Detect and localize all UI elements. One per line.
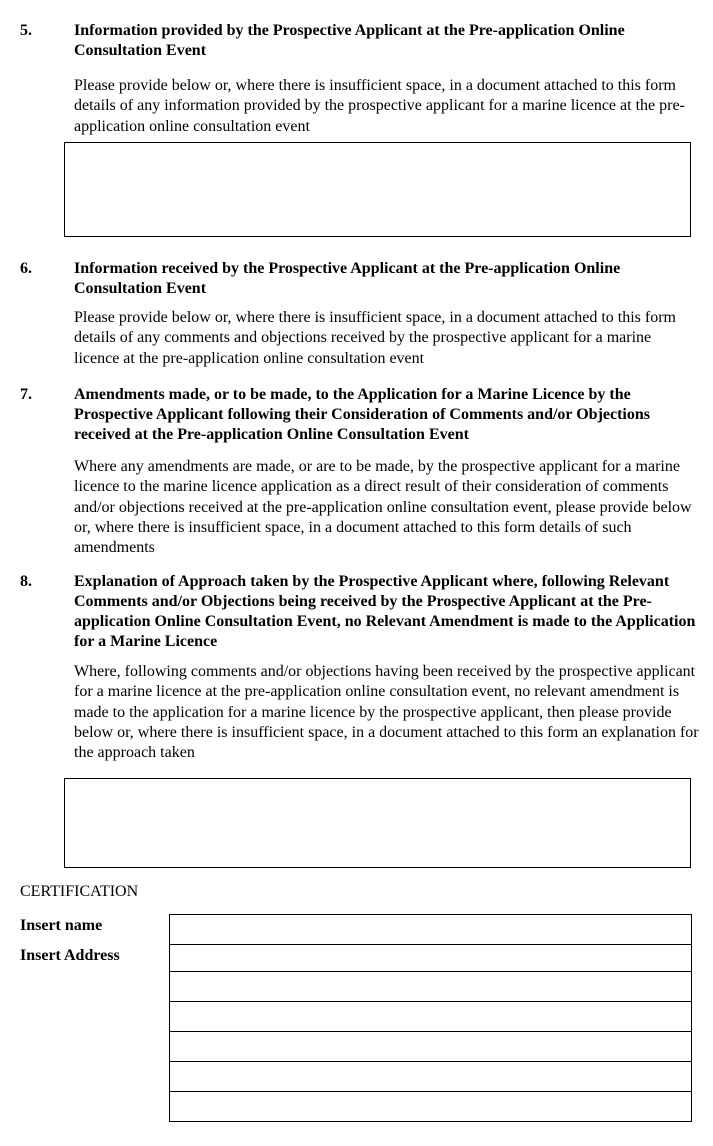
address-field-line-4[interactable] — [169, 1031, 692, 1062]
section-instructions: Where any amendments are made, or are to be made, by the prospective applicant for a marine licence to the marine licence application as a direct result of their consideration of comments and/or objections received at the pre-application online consultation event, please provide below or, where there is insufficient space, in a document attached to this form details of such amendments — [74, 458, 692, 557]
certification-title: CERTIFICATION — [20, 883, 139, 900]
section-instructions: Please provide below or, where there is insufficient space, in a document attached to this form details of any comments and objections received by the prospective applicant for a marine licence at the pre-application online consultation event — [74, 309, 676, 367]
section-number: 5. — [20, 22, 32, 39]
section-heading: Information received by the Prospective Applicant at the Pre-application Online Consultation Event — [74, 260, 621, 297]
address-field-line-5[interactable] — [169, 1061, 692, 1092]
section-number: 7. — [20, 386, 32, 403]
address-field-line-6[interactable] — [169, 1091, 692, 1122]
section-heading: Information provided by the Prospective Applicant at the Pre-application Online Consultation Event — [74, 22, 625, 59]
address-field-line-2[interactable] — [169, 971, 692, 1002]
address-field-line-3[interactable] — [169, 1001, 692, 1032]
section-number: 6. — [20, 260, 32, 277]
section-heading: Explanation of Approach taken by the Prospective Applicant where, following Relevant Comments and/or Objections being received by the Prospective Applicant at the Pre-application Online Consultation Event, no Relevant Amendment is made to the Application for a Marine Licence — [74, 573, 696, 650]
address-field-line-1[interactable] — [169, 944, 692, 972]
section-heading: Amendments made, or to be made, to the Application for a Marine Licence by the Prospective Applicant following their Consideration of Comments and/or Objections received at the Pre-application Online Consultation Event — [74, 386, 650, 443]
insert-name-label: Insert name — [20, 917, 103, 934]
approach-explanation-answer-box[interactable] — [64, 778, 691, 868]
section-instructions: Please provide below or, where there is insufficient space, in a document attached to this form details of any information provided by the prospective applicant for a marine licence at the pre-application online consultation event — [74, 77, 685, 135]
section-number: 8. — [20, 573, 32, 590]
information-provided-answer-box[interactable] — [64, 142, 691, 237]
insert-address-label: Insert Address — [20, 947, 120, 964]
name-field[interactable] — [169, 914, 692, 945]
section-instructions: Where, following comments and/or objections having been received by the prospective applicant for a marine licence at the pre-application online consultation event, no relevant amendment is made to the application for a marine licence by the prospective applicant, then please provide below or, where there is insufficient space, in a document attached to this form an explanation for the approach taken — [74, 663, 699, 762]
